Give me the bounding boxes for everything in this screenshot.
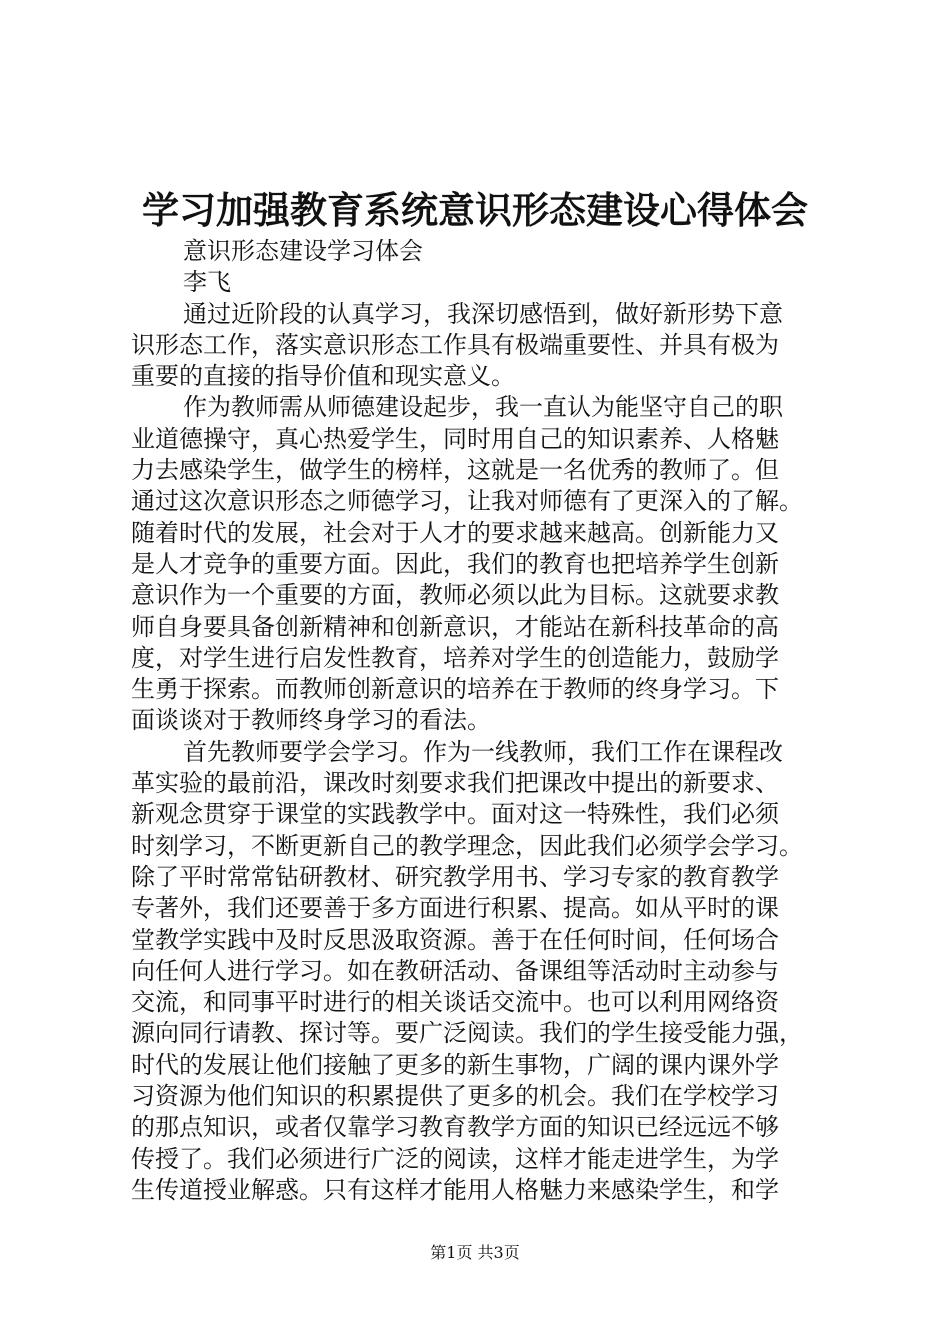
body-line: 意识形态建设学习体会 xyxy=(183,237,423,265)
body-line: 专著外，我们还要善于多方面进行积累、提高。如从平时的课 xyxy=(131,894,779,923)
document-title: 学习加强教育系统意识形态建设心得体会 xyxy=(142,188,808,232)
body-line: 堂教学实践中及时反思汲取资源。善于在任何时间，任何场合 xyxy=(131,925,779,954)
body-line: 首先教师要学会学习。作为一线教师，我们工作在课程改 xyxy=(183,737,783,766)
body-line: 面谈谈对于教师终身学习的看法。 xyxy=(131,706,491,735)
body-line: 度，对学生进行启发性教育，培养对学生的创造能力，鼓励学 xyxy=(131,643,779,672)
body-line: 向任何人进行学习。如在教研活动、备课组等活动时主动参与 xyxy=(131,956,779,985)
body-line: 意识作为一个重要的方面，教师必须以此为目标。这就要求教 xyxy=(131,581,779,610)
body-line: 新观念贯穿于课堂的实践教学中。面对这一特殊性，我们必须 xyxy=(131,800,779,829)
body-line: 交流，和同事平时进行的相关谈话交流中。也可以利用网络资 xyxy=(131,988,779,1017)
body-line: 源向同行请教、探讨等。要广泛阅读。我们的学生接受能力强， xyxy=(131,1019,803,1048)
body-line: 通过近阶段的认真学习，我深切感悟到，做好新形势下意 xyxy=(183,299,783,328)
body-line: 业道德操守，真心热爱学生，同时用自己的知识素养、人格魅 xyxy=(131,424,779,453)
body-line: 作为教师需从师德建设起步，我一直认为能坚守自己的职 xyxy=(183,393,783,422)
body-line: 革实验的最前沿，课改时刻要求我们把课改中提出的新要求、 xyxy=(131,769,779,798)
body-line: 习资源为他们知识的积累提供了更多的机会。我们在学校学习 xyxy=(131,1082,779,1111)
body-line: 生勇于探索。而教师创新意识的培养在于教师的终身学习。下 xyxy=(131,675,779,704)
body-line: 时刻学习，不断更新自己的教学理念，因此我们必须学会学习。 xyxy=(131,831,803,860)
body-line: 的那点知识，或者仅靠学习教育教学方面的知识已经远远不够 xyxy=(131,1113,779,1142)
body-line: 力去感染学生，做学生的榜样，这就是一名优秀的教师了。但 xyxy=(131,456,779,485)
body-line: 李飞 xyxy=(183,268,231,297)
body-line: 随着时代的发展，社会对于人才的要求越来越高。创新能力又 xyxy=(131,518,779,547)
body-line: 识形态工作，落实意识形态工作具有极端重要性、并具有极为 xyxy=(131,330,779,359)
body-line: 通过这次意识形态之师德学习，让我对师德有了更深入的了解。 xyxy=(131,487,803,516)
body-line: 重要的直接的指导价值和现实意义。 xyxy=(131,362,515,391)
body-line: 师自身要具备创新精神和创新意识，才能站在新科技革命的高 xyxy=(131,612,779,641)
page-footer: 第1页 共3页 xyxy=(430,1243,520,1262)
body-line: 生传道授业解惑。只有这样才能用人格魅力来感染学生，和学 xyxy=(131,1175,779,1204)
body-line: 是人才竞争的重要方面。因此，我们的教育也把培养学生创新 xyxy=(131,549,779,578)
body-line: 传授了。我们必须进行广泛的阅读，这样才能走进学生，为学 xyxy=(131,1144,779,1173)
body-line: 时代的发展让他们接触了更多的新生事物，广阔的课内课外学 xyxy=(131,1050,779,1079)
document-body xyxy=(131,236,841,1206)
body-line: 除了平时常常钻研教材、研究教学用书、学习专家的教育教学 xyxy=(131,862,779,891)
